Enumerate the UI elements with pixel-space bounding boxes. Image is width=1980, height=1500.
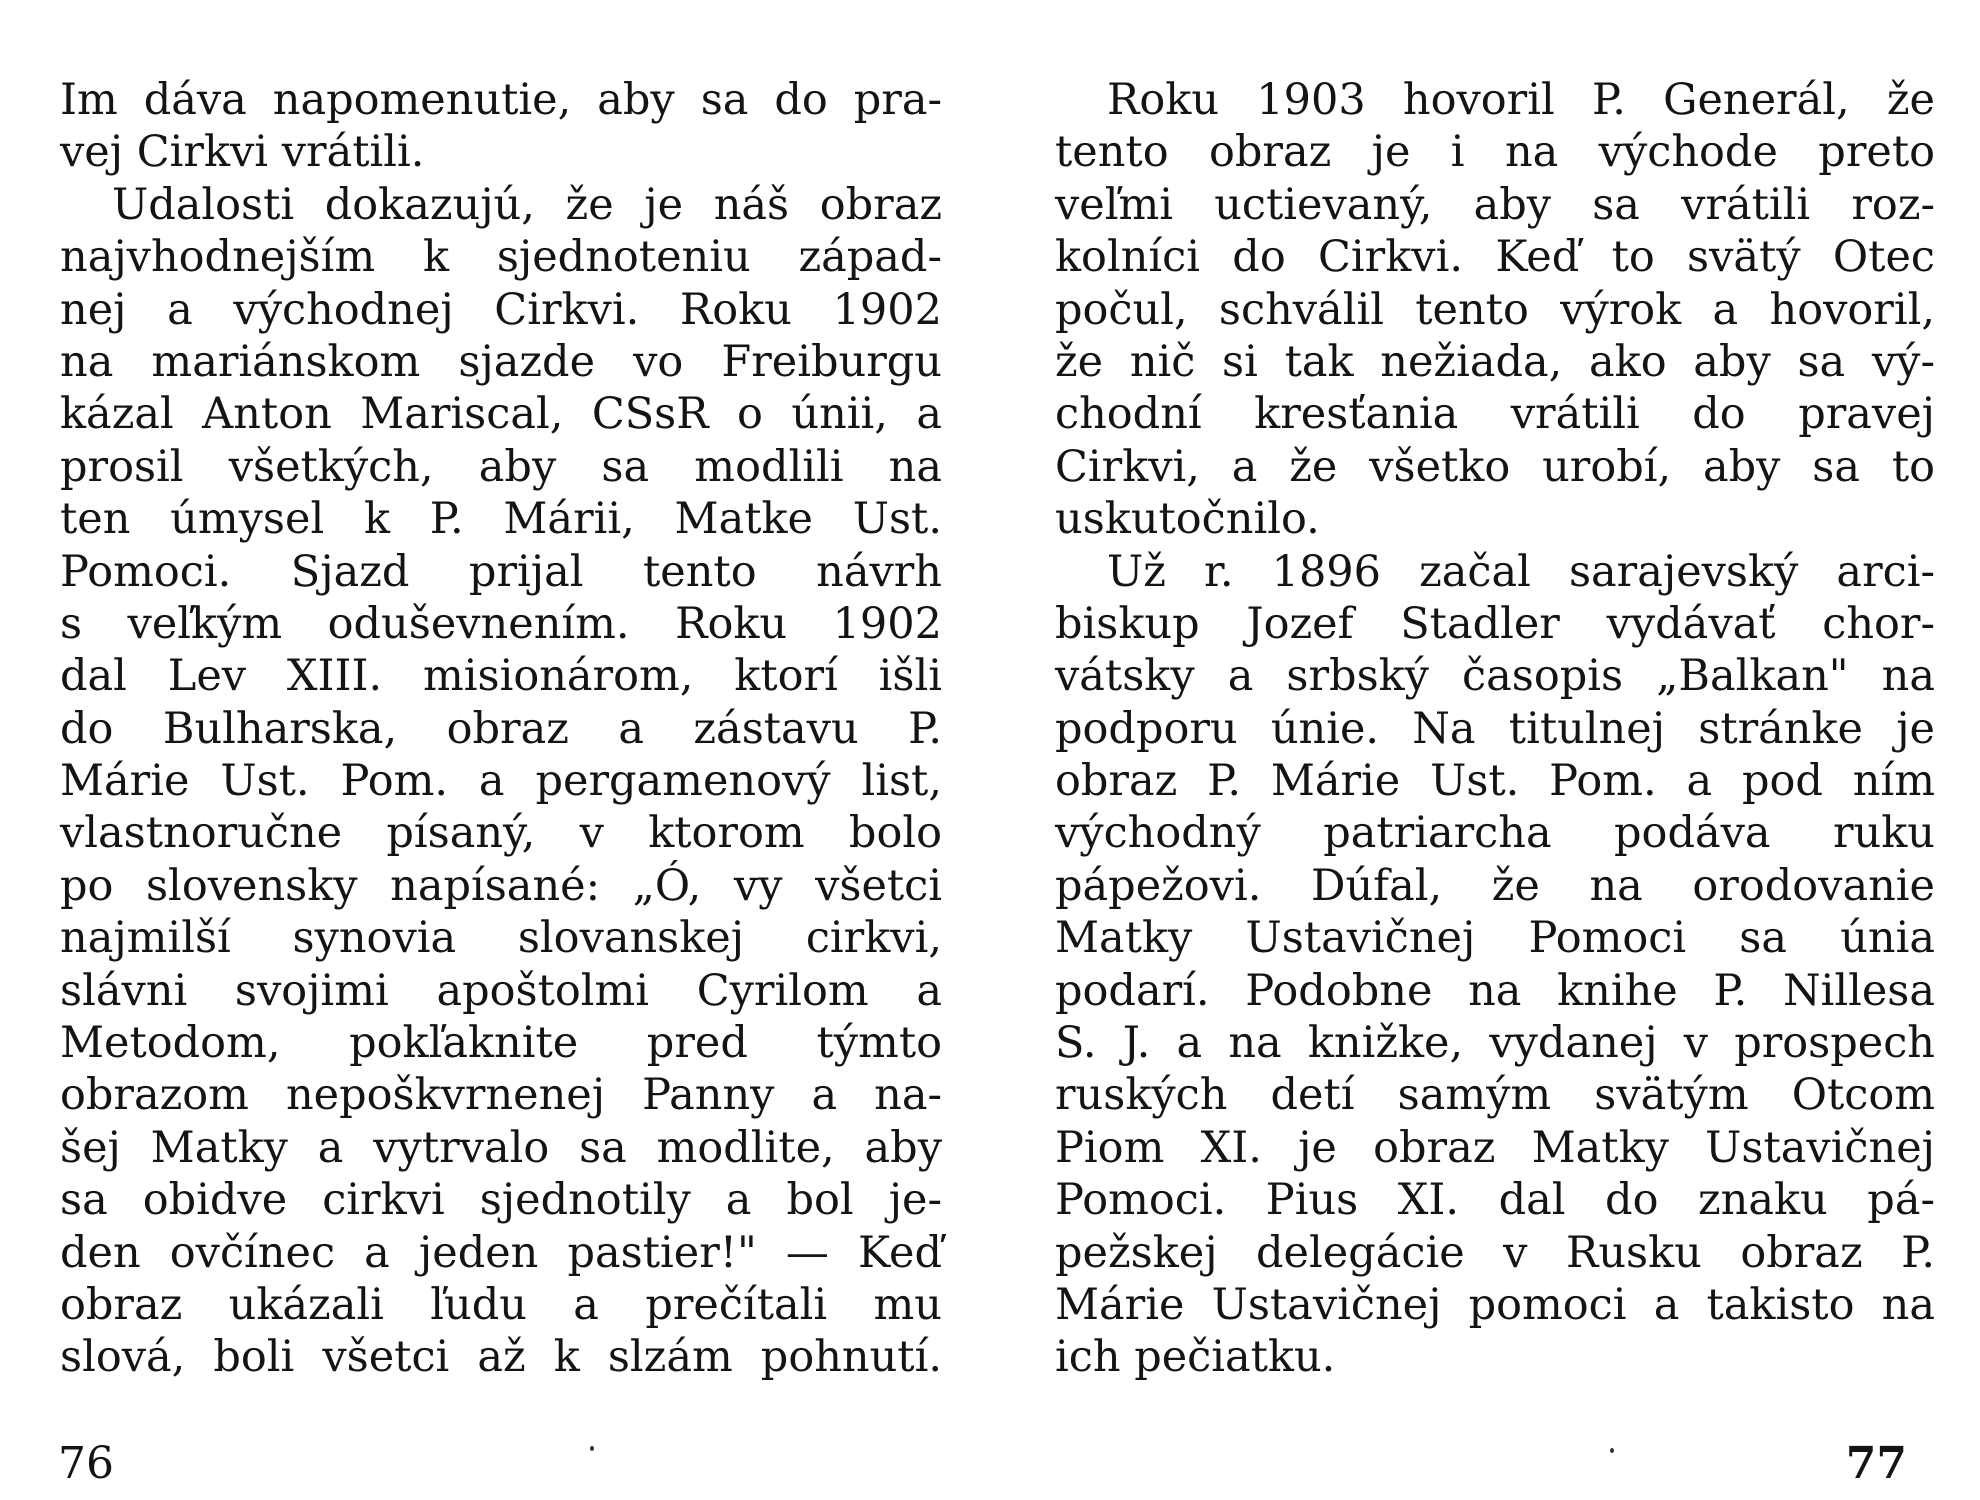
- right-page: [990, 0, 1980, 1500]
- text-line: s veľkým oduševnením. Roku 1902: [60, 598, 942, 649]
- text-line: Matky Ustavičnej Pomoci sa únia: [1055, 913, 1935, 964]
- text-line: počul, schválil tento výrok a hovoril,: [1055, 284, 1935, 335]
- text-line: prosil všetkých, aby sa modlili na: [60, 441, 942, 492]
- text-line: Udalosti dokazujú, že je náš obraz: [112, 179, 942, 230]
- text-line: veľmi uctievaný, aby sa vrátili roz-: [1055, 179, 1935, 230]
- text-line: Márie Ustavičnej pomoci a takisto na: [1055, 1279, 1935, 1330]
- text-line: ich pečiatku.: [1055, 1332, 1336, 1383]
- right-text-column: [1055, 74, 1935, 1384]
- text-line: dal Lev XIII. misionárom, ktorí išli: [60, 651, 942, 702]
- text-line: podarí. Podobne na knihe P. Nillesa: [1055, 965, 1935, 1016]
- print-speck: [1610, 1448, 1614, 1453]
- text-line: uskutočnilo.: [1055, 494, 1320, 545]
- text-line: na mariánskom sjazde vo Freiburgu: [60, 336, 942, 387]
- text-line: sa obidve cirkvi sjednotily a bol je-: [60, 1175, 942, 1226]
- text-line: S. J. a na knižke, vydanej v prospech: [1055, 1018, 1935, 1069]
- text-line: Metodom, pokľaknite pred týmto: [60, 1018, 942, 1069]
- text-line: pápežovi. Dúfal, že na orodovanie: [1055, 860, 1935, 911]
- text-line: kolníci do Cirkvi. Keď to svätý Otec: [1055, 232, 1935, 283]
- text-line: obrazom nepoškvrnenej Panny a na-: [60, 1070, 942, 1121]
- text-line: najvhodnejším k sjednoteniu západ-: [60, 232, 942, 283]
- text-line: Im dáva napomenutie, aby sa do pra-: [60, 75, 942, 125]
- text-line: podporu únie. Na titulnej stránke je: [1055, 703, 1935, 754]
- page-number-right: 77: [1845, 1438, 1907, 1489]
- text-line: Už r. 1896 začal sarajevský arci-: [1107, 546, 1935, 597]
- text-line: východný patriarcha podáva ruku: [1055, 808, 1935, 859]
- text-line: kázal Anton Mariscal, CSsR o únii, a: [60, 389, 942, 440]
- text-line: slávni svojimi apoštolmi Cyrilom a: [60, 965, 942, 1016]
- text-line: do Bulharska, obraz a zástavu P.: [60, 703, 942, 754]
- text-line: Cirkvi, a že všetko urobí, aby sa to: [1055, 441, 1935, 492]
- page-number-left: 76: [58, 1438, 114, 1489]
- text-line: chodní kresťania vrátili do pravej: [1055, 389, 1935, 440]
- text-line: Pomoci. Sjazd prijal tento návrh: [60, 546, 942, 597]
- text-line: že nič si tak nežiada, ako aby sa vý-: [1055, 336, 1935, 387]
- text-line: Piom XI. je obraz Matky Ustavičnej: [1055, 1122, 1935, 1173]
- text-line: ruských detí samým svätým Otcom: [1055, 1070, 1935, 1121]
- text-line: biskup Jozef Stadler vydávať chor-: [1055, 598, 1935, 649]
- text-line: vátsky a srbský časopis „Balkan" na: [1055, 651, 1935, 702]
- text-line: den ovčínec a jeden pastier!" — Keď: [60, 1227, 942, 1278]
- text-line: slová, boli všetci až k slzám pohnutí.: [60, 1332, 942, 1383]
- text-line: po slovensky napísané: „Ó, vy všetci: [60, 860, 942, 911]
- text-line: ten úmysel k P. Márii, Matke Ust.: [60, 494, 942, 545]
- text-line: tento obraz je i na východe preto: [1055, 127, 1935, 178]
- text-line: Pomoci. Pius XI. dal do znaku pá-: [1055, 1175, 1935, 1226]
- text-line: nej a východnej Cirkvi. Roku 1902: [60, 284, 942, 335]
- left-text-column: [60, 74, 942, 1384]
- text-line: Márie Ust. Pom. a pergamenový list,: [60, 756, 942, 807]
- print-speck: [590, 1446, 594, 1451]
- text-line: obraz ukázali ľudu a prečítali mu: [60, 1279, 942, 1330]
- text-line: obraz P. Márie Ust. Pom. a pod ním: [1055, 756, 1935, 807]
- text-line: Roku 1903 hovoril P. Generál, že: [1107, 75, 1935, 125]
- text-line: vlastnoručne písaný, v ktorom bolo: [60, 808, 942, 859]
- text-line: vej Cirkvi vrátili.: [60, 127, 425, 178]
- text-line: pežskej delegácie v Rusku obraz P.: [1055, 1227, 1935, 1278]
- text-line: najmilší synovia slovanskej cirkvi,: [60, 913, 942, 964]
- text-line: šej Matky a vytrvalo sa modlite, aby: [60, 1122, 942, 1173]
